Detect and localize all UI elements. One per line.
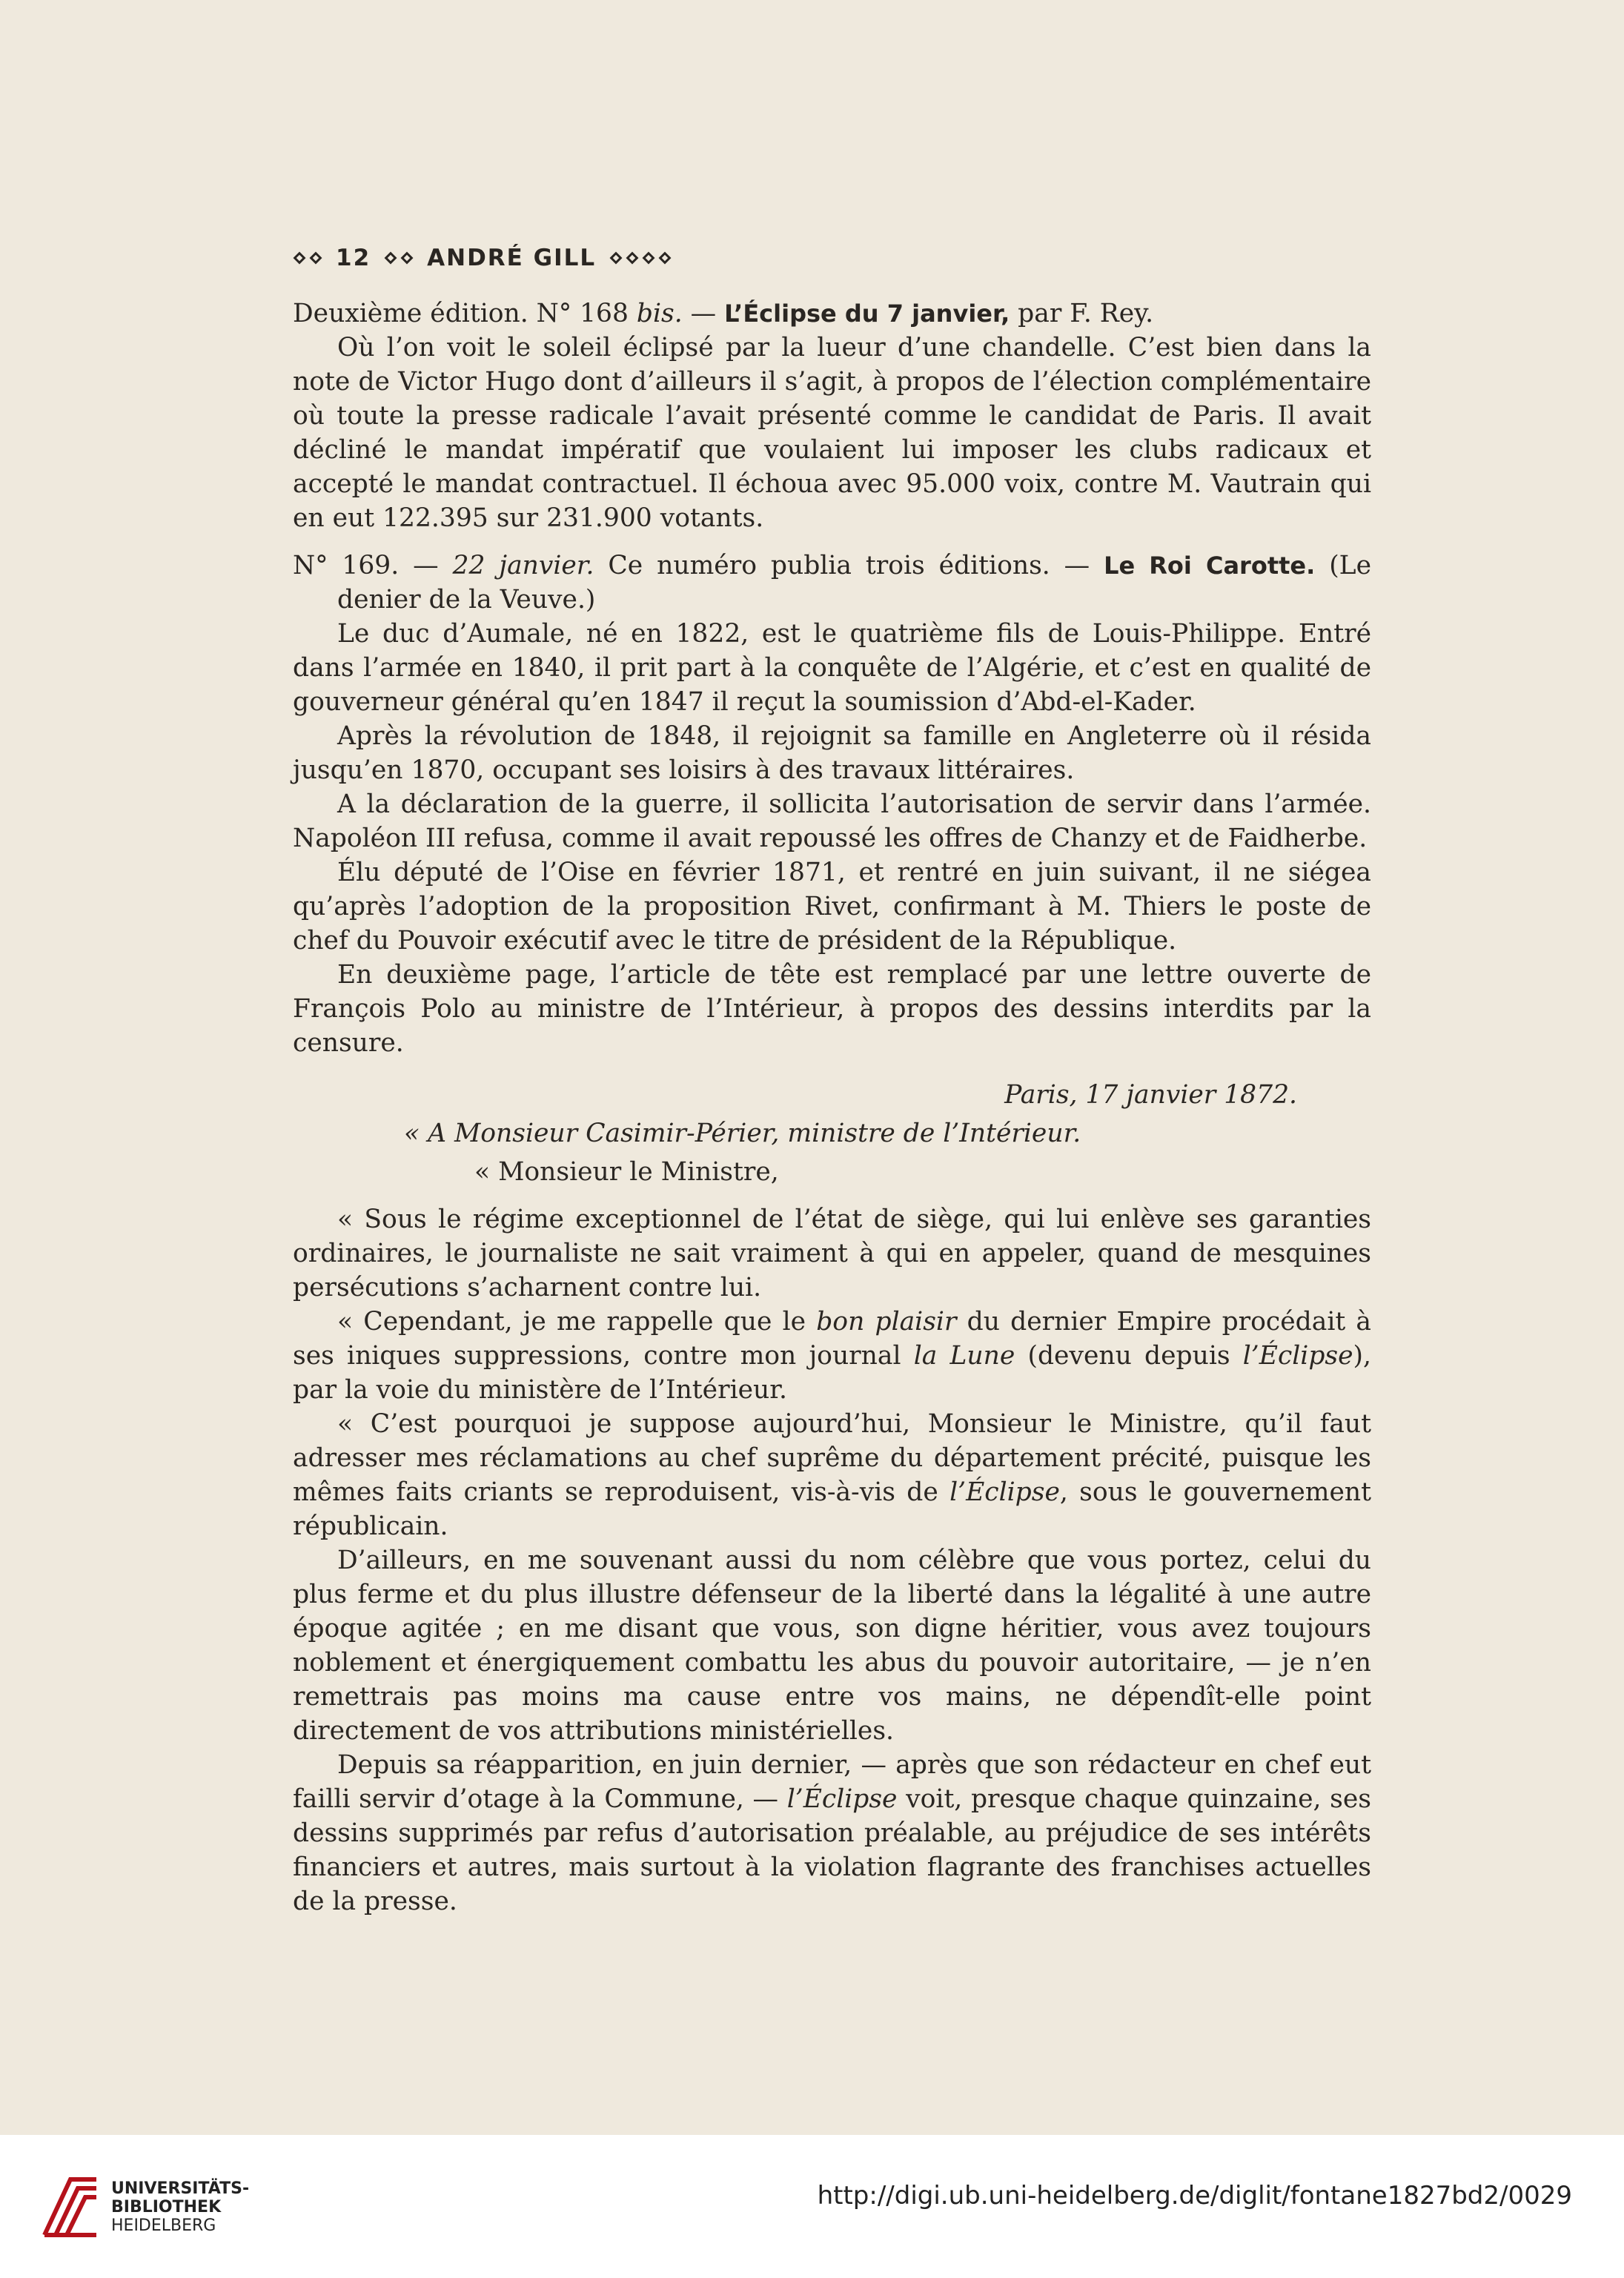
paragraph-168bis: Deuxième édition. N° 168 bis. — L’Éclipse du 7 janvier, par F. Rey. xyxy=(293,299,1154,328)
paragraph: Le duc d’Aumale, né en 1822, est le quatrième fils de Louis-Philippe. Entré dans l’armée en 1840, il prit part à la conquête de l’Algérie, et c’est en qualité de gouverneur général qu’en 1847 il reçut la soumission d’Abd-el-Kader. xyxy=(293,619,1371,717)
university-library-logo-icon xyxy=(37,2172,104,2242)
paragraph: Après la révolution de 1848, il rejoignit sa famille en Angleterre où il résida jusqu’en 1870, occupant ses loisirs à des travaux littéraires. xyxy=(293,721,1371,785)
paragraph: En deuxième page, l’article de tête est remplacé par une lettre ouverte de François Polo au ministre de l’Intérieur, à propos des dessins interdits par la censure. xyxy=(293,960,1371,1058)
paragraph: « C’est pourquoi je suppose aujourd’hui, Monsieur le Ministre, qu’il faut adresser mes réclamations au chef suprême du département précité, puisque les mêmes faits criants se reproduisent, vis-à-vis de l’Éclipse, sous le gouvernement républicain. xyxy=(293,1409,1371,1541)
paragraph-169: N° 169. — 22 janvier. Ce numéro publia trois éditions. — Le Roi Carotte. (Le denier de la Veuve.) xyxy=(293,551,1371,615)
paragraph: Depuis sa réapparition, en juin dernier, — après que son rédacteur en chef eut failli servir d’otage à la Commune, — l’Éclipse voit, presque chaque quinzaine, ses dessins supprimés par refus d’autorisation préalable, au préjudice de ses intérêts financiers et autres, mais surtout à la violation flagrante des franchises actuelles de la presse. xyxy=(293,1750,1371,1916)
letter-dateline: Paris, 17 janvier 1872. xyxy=(1004,1080,1297,1110)
running-header xyxy=(293,245,672,271)
library-footer xyxy=(0,2135,1624,2278)
page-number: 12 xyxy=(336,245,371,271)
paragraph: « Sous le régime exceptionnel de l’état de siège, qui lui enlève ses garanties ordinaires, le journaliste ne sait vraiment à qui en appeler, quand de mesquines persécutions s’acharnent contre lui. xyxy=(293,1205,1371,1302)
letter-greeting: « Monsieur le Ministre, xyxy=(474,1157,779,1187)
letter-address: « A Monsieur Casimir-Périer, ministre de l’Intérieur. xyxy=(404,1119,1081,1148)
paragraph: « Cependant, je me rappelle que le bon plaisir du dernier Empire procédait à ses iniques suppressions, contre mon journal la Lune (devenu depuis l’Éclipse), par la voie du ministère de l’Intérieur. xyxy=(293,1307,1371,1405)
source-url[interactable]: http://digi.ub.uni-heidelberg.de/diglit/fontane1827bd2/0029 xyxy=(817,2181,1572,2211)
paragraph: Élu député de l’Oise en février 1871, et rentré en juin suivant, il ne siégea qu’après l’adoption de la proposition Rivet, confirmant à M. Thiers le poste de chef du Pouvoir exécutif avec le titre de président de la République. xyxy=(293,858,1371,956)
paragraph: D’ailleurs, en me souvenant aussi du nom célèbre que vous portez, celui du plus ferme et du plus illustre défenseur de la liberté dans la légalité à une autre époque agitée ; en me disant que vous, son digne héritier, vous avez toujours noblement et énergiquement combattu les abus du pouvoir autoritaire, — je n’en remettrais pas moins ma cause entre vos mains, ne dépendît-elle point directement de vos attributions ministérielles. xyxy=(293,1546,1371,1746)
ornament-icon xyxy=(609,254,672,262)
running-title: ANDRÉ GILL xyxy=(427,245,597,271)
library-name: UNIVERSITÄTS- BIBLIOTHEK HEIDELBERG xyxy=(111,2179,250,2235)
ornament-icon xyxy=(293,254,322,262)
body-text xyxy=(293,297,1371,1918)
ornament-icon xyxy=(384,254,414,262)
paragraph: Où l’on voit le soleil éclipsé par la lueur d’une chandelle. C’est bien dans la note de Victor Hugo dont d’ailleurs il s’agit, à propos de l’élection complémentaire où toute la presse radicale l’avait présenté comme le candidat de Paris. Il avait décliné le mandat impératif que voulaient lui imposer les clubs radicaux et accepté le mandat contractuel. Il échoua avec 95.000 voix, contre M. Vautrain qui en eut 122.395 sur 231.900 votants. xyxy=(293,333,1371,533)
paragraph: A la déclaration de la guerre, il sollicita l’autorisation de servir dans l’armée. Napoléon III refusa, comme il avait repoussé les offres de Chanzy et de Faidherbe. xyxy=(293,789,1371,853)
